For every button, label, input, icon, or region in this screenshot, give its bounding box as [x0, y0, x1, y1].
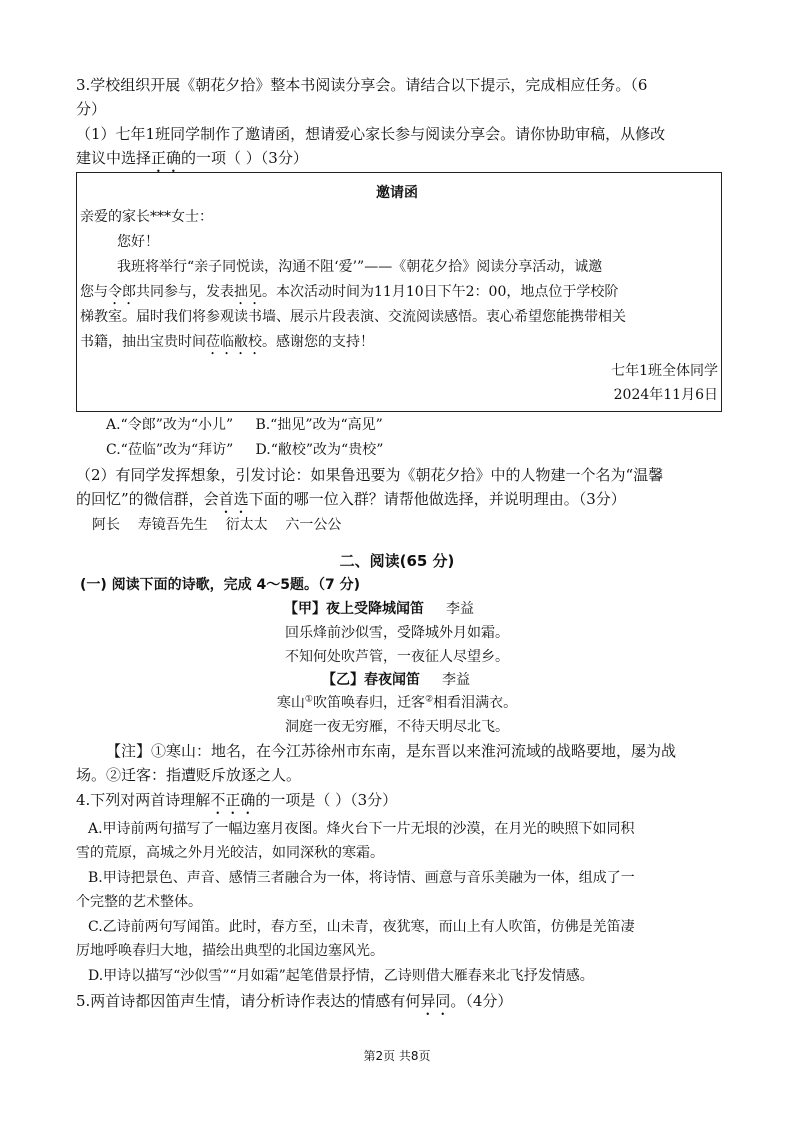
letter-signature: 七年1班全体同学 [611, 363, 718, 379]
q4-option-c-line1: C.乙诗前两句写闻笛。此时，春方至，山未青，夜犹寒，而山上有人吹笛，仿佛是羌笛凄 [88, 919, 635, 935]
footnote-marker: ② [425, 694, 434, 705]
poem-jia-title: 【甲】夜上受降城闻笛 [284, 601, 424, 617]
letter-text: 共同参与，发表 [136, 284, 234, 300]
q4-emphasis: 不正确 [210, 791, 256, 809]
letter-body-line1: 我班将举行“亲子同悦读，沟通不阻‘爱’”——《朝花夕拾》阅读分享活动，诚邀 [117, 259, 603, 275]
q3-sub2-text: 下面的哪一位入群？请帮他做选择，并说明理由。（3分） [248, 490, 626, 508]
q4-option-b-line2: 个完整的艺术整体。 [76, 894, 202, 910]
q3-options-row1: A.“令郎”改为“小儿” B.“拙见”改为“高见” [106, 417, 383, 433]
poem-text: 相看泪满衣。 [433, 695, 518, 711]
q5-stem [76, 990, 512, 1019]
q3-options-row2: C.“莅临”改为“拜访” D.“敝校”改为“贵校” [106, 442, 384, 458]
q3-sub1-emphasis: 正确 [151, 149, 182, 167]
letter-text: 。感谢您的支持！ [262, 334, 374, 350]
q5-emphasis: 异同 [420, 992, 451, 1010]
section2-part1-title: (一) 阅读下面的诗歌，完成 4～5题。（7 分) [80, 577, 361, 593]
q3-sub1-text-b: 的一项（ ）（3分） [181, 149, 308, 167]
note-line2: 场。②迁客：指遭贬斥放逐之人。 [76, 766, 302, 784]
q3-sub2-emphasis: 首选 [218, 490, 249, 508]
q5-text: 。（4分） [450, 992, 513, 1010]
letter-body-line2 [80, 281, 618, 308]
q4-option-c-line2: 厉地呼唤春归大地，描绘出典型的北国边塞风光。 [76, 943, 384, 959]
poem-jia-heading [284, 598, 474, 620]
letter-body-line3: 梯教室。届时我们将参观读书墙、展示片段表演、交流阅读感悟。衷心希望您能携带相关 [80, 309, 626, 325]
q4-text: 的一项是（ ）（3分） [255, 791, 398, 809]
note-line1: 【注】①寒山：地名，在今江苏徐州市东南，是东晋以来淮河流域的战略要地，屡为战 [106, 742, 677, 760]
q4-option-a-line1: A.甲诗前两句描写了一幅边塞月夜图。烽火台下一片无垠的沙漠，在月光的映照下如同积 [88, 821, 635, 837]
q3-sub2-text: 的回忆”的微信群，会 [76, 490, 219, 508]
letter-emphasis-zhuojian: 拙见 [234, 284, 262, 300]
letter-body-line4 [80, 331, 374, 358]
poem-jia-line2: 不知何处吹芦管，一夜征人尽望乡。 [285, 649, 509, 665]
letter-text: 书籍，抽出宝贵时间 [80, 334, 206, 350]
footnote-marker: ① [304, 694, 313, 705]
letter-title: 邀请函 [376, 185, 418, 201]
poem-text: 寒山 [276, 695, 305, 711]
letter-text: 您与 [80, 284, 108, 300]
q4-option-d-line1: D.甲诗以描写“沙似雪”“月如霜”起笔借景抒情，乙诗则借大雁春来北飞抒发情感。 [88, 968, 594, 984]
letter-emphasis-lilin: 莅临 [206, 334, 234, 350]
q3-sub2-line2 [76, 488, 626, 517]
section2-title: 二、阅读(65 分) [339, 552, 455, 570]
poem-yi-title: 【乙】春夜闻笛 [322, 672, 420, 688]
q3-sub1-text-a: 建议中选择 [76, 149, 152, 167]
letter-salutation: 亲爱的家长***女士： [80, 209, 213, 225]
poem-jia-line1: 回乐烽前沙似雪，受降城外月如霜。 [285, 625, 509, 641]
page-footer: 第2页 共8页 [363, 1049, 431, 1063]
q4-option-a-line2: 雪的荒原，高城之外月光皎洁，如同深秋的寒霜。 [76, 845, 384, 861]
poem-yi-line1 [0, 692, 794, 714]
q4-text: 4.下列对两首诗理解 [76, 791, 211, 809]
poem-yi-heading [322, 669, 470, 691]
poem-yi-author: 李益 [442, 672, 470, 688]
letter-date: 2024年11月6日 [613, 387, 718, 403]
q3-stem-line2: 分） [76, 100, 107, 118]
q4-stem [76, 789, 397, 818]
letter-greeting: 您好！ [117, 234, 159, 250]
q3-sub1-line1: （1）七年1班同学制作了邀请函，想请爱心家长参与阅读分享会。请你协助审稿，从修改 [76, 125, 666, 143]
q4-option-b-line1: B.甲诗把景色、声音、感情三者融合为一体，将诗情、画意与音乐美融为一体，组成了一 [88, 870, 635, 886]
q5-text: 5.两首诗都因笛声生情，请分析诗作表达的情感有何 [76, 992, 421, 1010]
poem-yi-line2: 洞庭一夜无穷雁，不待天明尽北飞。 [285, 719, 509, 735]
poem-text: 吹笛唤春归，迁客 [313, 695, 425, 711]
poem-jia-author: 李益 [446, 601, 474, 617]
letter-text: 。本次活动时间为11月10日下午2：00，地点位于学校阶 [262, 284, 619, 300]
letter-emphasis-linglang: 令郎 [108, 284, 136, 300]
q3-character-list: 阿长 寿镜吾先生 衍太太 六一公公 [92, 517, 342, 533]
letter-emphasis-bixiao: 敝校 [234, 334, 262, 350]
q3-stem-line1: 3.学校组织开展《朝花夕拾》整本书阅读分享会。请结合以下提示，完成相应任务。（6 [76, 76, 648, 94]
q3-sub2-line1: （2）有同学发挥想象，引发讨论：如果鲁迅要为《朝花夕拾》中的人物建一个名为“温馨 [76, 466, 664, 484]
